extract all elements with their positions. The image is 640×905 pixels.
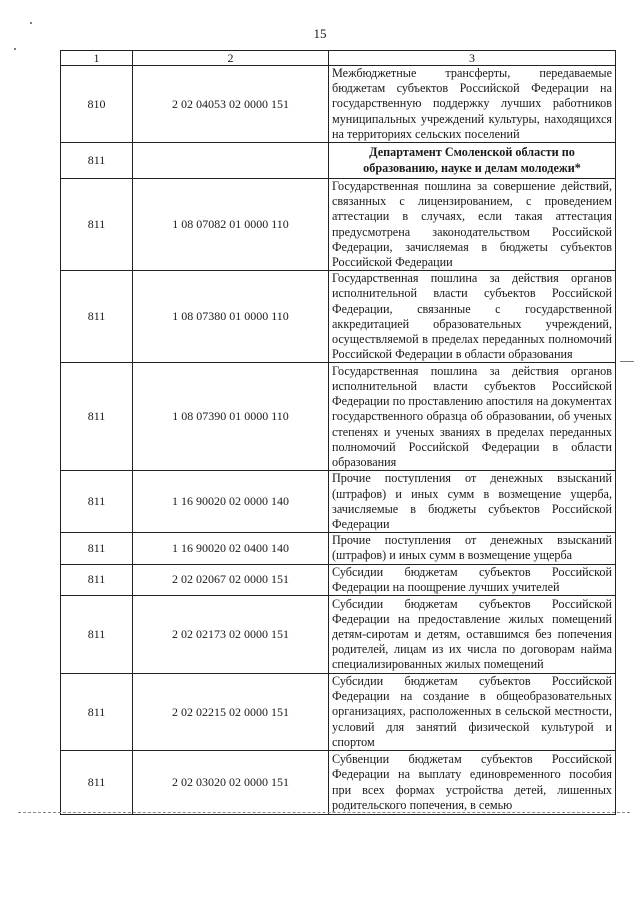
description-cell: Государственная пошлина за действия органов исполнительной власти субъектов Российской Федерации по проставлению апостиля на документах государственного образца об образовании, об ученых степенях и ученых званиях в пределах переданных полномочий Российской Федерации в области образования	[329, 363, 616, 471]
description-cell: Межбюджетные трансферты, передаваемые бюджетам субъектов Российской Федерации на государственную поддержку лучших работников муниципальных учреждений культуры, находящихся на территориях сельских поселений	[329, 66, 616, 143]
column-header-description: 3	[329, 51, 616, 66]
page-number: 15	[313, 26, 327, 41]
table-row	[61, 363, 616, 471]
table-row	[61, 471, 616, 533]
column-header-budget-code: 2	[133, 51, 329, 66]
table-row	[61, 271, 616, 363]
scan-dashed-line	[18, 812, 630, 813]
admin-code-cell: 811	[61, 271, 133, 363]
column-header-admin-code: 1	[61, 51, 133, 66]
admin-code-cell: 811	[61, 596, 133, 674]
budget-code-cell: 1 08 07082 01 0000 110	[133, 179, 329, 271]
admin-code-cell: 810	[61, 66, 133, 143]
budget-code-cell: 2 02 03020 02 0000 151	[133, 751, 329, 815]
budget-code-cell: 2 02 02173 02 0000 151	[133, 596, 329, 674]
admin-code-cell: 811	[61, 564, 133, 595]
admin-code-cell: 811	[61, 179, 133, 271]
budget-code-cell: 2 02 02067 02 0000 151	[133, 564, 329, 595]
admin-code-cell: 811	[61, 533, 133, 564]
budget-code-cell: 1 08 07380 01 0000 110	[133, 271, 329, 363]
table-row	[61, 66, 616, 143]
table-row	[61, 751, 616, 815]
table-row	[61, 179, 616, 271]
table-row	[61, 674, 616, 751]
admin-code-cell: 811	[61, 363, 133, 471]
budget-code-cell: 1 16 90020 02 0400 140	[133, 533, 329, 564]
description-cell: Субсидии бюджетам субъектов Российской Федерации на предоставление жилых помещений детям-сиротам и детям, оставшимся без попечения родителей, лицам из их числа по договорам найма специализированных жилых помещений	[329, 596, 616, 674]
description-cell: Субсидии бюджетам субъектов Российской Федерации на поощрение лучших учителей	[329, 564, 616, 595]
budget-code-cell: 2 02 04053 02 0000 151	[133, 66, 329, 143]
description-cell: Прочие поступления от денежных взысканий (штрафов) и иных сумм в возмещение ущерба, зачисляемые в бюджеты субъектов Российской Федерации	[329, 471, 616, 533]
table-header-row	[61, 51, 616, 66]
admin-code-cell: 811	[61, 143, 133, 179]
department-name-cell: Департамент Смоленской области по образованию, науке и делам молодежи*	[329, 143, 616, 179]
revenue-code-table	[60, 50, 616, 815]
budget-code-cell: 1 16 90020 02 0000 140	[133, 471, 329, 533]
budget-code-cell: 2 02 02215 02 0000 151	[133, 674, 329, 751]
description-cell: Прочие поступления от денежных взысканий (штрафов) и иных сумм в возмещение ущерба	[329, 533, 616, 564]
description-cell: Государственная пошлина за совершение действий, связанных с лицензированием, с проведением аттестации в случаях, если такая аттестация предусмотрена законодательством Российской Федерации, зачисляемая в бюджеты субъектов Российской Федерации	[329, 179, 616, 271]
admin-code-cell: 811	[61, 674, 133, 751]
admin-code-cell: 811	[61, 751, 133, 815]
table-row	[61, 533, 616, 564]
scan-speck	[30, 22, 32, 24]
budget-code-cell	[133, 143, 329, 179]
description-cell: Субвенции бюджетам субъектов Российской Федерации на выплату единовременного пособия при всех формах устройства детей, лишенных родительского попечения, в семью	[329, 751, 616, 815]
description-cell: Субсидии бюджетам субъектов Российской Федерации на создание в общеобразовательных организациях, расположенных в сельской местности, условий для занятий физической культурой и спортом	[329, 674, 616, 751]
budget-code-cell: 1 08 07390 01 0000 110	[133, 363, 329, 471]
department-row	[61, 143, 616, 179]
scan-speck	[620, 361, 634, 362]
admin-code-cell: 811	[61, 471, 133, 533]
table-body	[61, 66, 616, 815]
table-row	[61, 564, 616, 595]
description-cell: Государственная пошлина за действия органов исполнительной власти субъектов Российской Федерации, связанные с государственной аккредитацией образовательных учреждений, осуществляемой в пределах переданных полномочий Российской Федерации в области образования	[329, 271, 616, 363]
scan-speck	[14, 48, 16, 50]
table-row	[61, 596, 616, 674]
